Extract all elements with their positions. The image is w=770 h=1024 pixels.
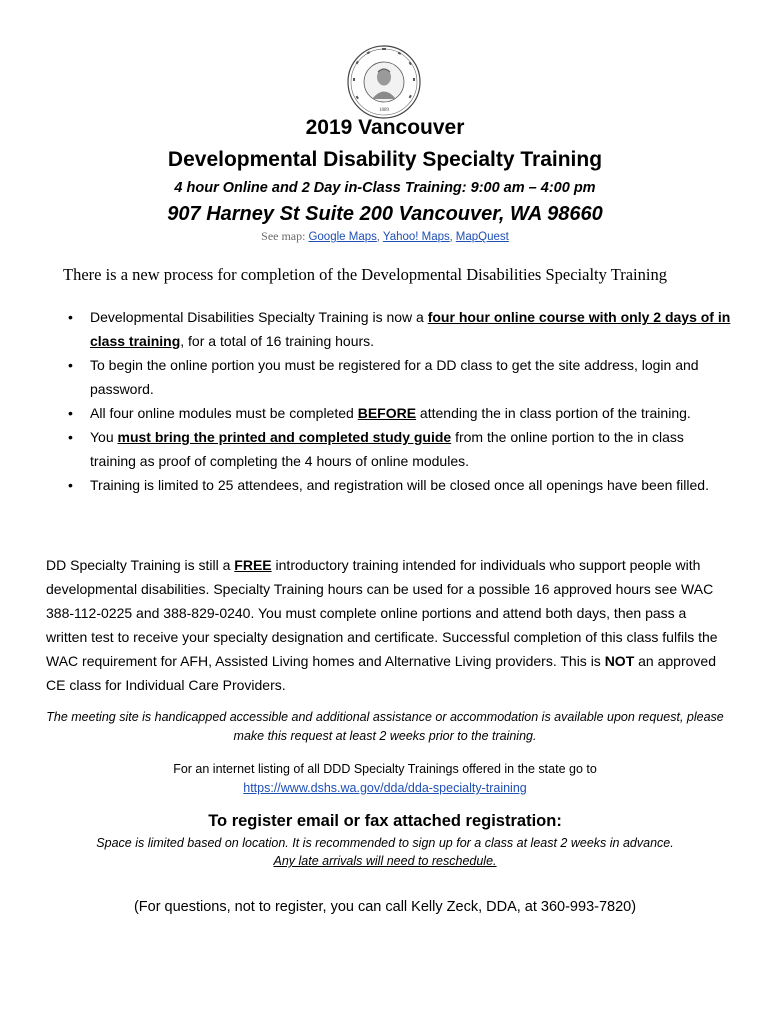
list-item-text: You [90, 429, 118, 445]
list-item-text: Developmental Disabilities Specialty Training is now a [90, 309, 428, 325]
space-note-block [0, 834, 770, 870]
see-map-label: See map: [261, 229, 309, 243]
requirements-list [63, 305, 733, 497]
free-emphasis: FREE [234, 557, 272, 573]
see-map-line [0, 229, 770, 244]
list-item-emphasis: must bring the printed and completed study guide [117, 429, 452, 445]
paragraph-text-end: an approved CE class for Individual Care Providers. [46, 653, 716, 693]
bullet-marker: • [68, 357, 73, 373]
late-arrivals-note: Any late arrivals will need to reschedule. [273, 854, 497, 868]
register-heading: To register email or fax attached registration: [208, 812, 562, 830]
bullet-marker: • [68, 309, 73, 325]
list-item [63, 425, 733, 473]
list-item-emphasis: four hour online course with only 2 days of in class training [90, 309, 731, 349]
list-item-text: To begin the online portion you must be registered for a DD class to get the site address, login and password. [90, 357, 699, 397]
bullet-marker: • [68, 477, 73, 493]
new-process-heading: There is a new process for completion of the Developmental Disabilities Specialty Training [63, 265, 667, 284]
list-item [63, 305, 733, 353]
google-maps-link[interactable]: Google Maps [308, 231, 377, 243]
see-map-separator: , [376, 229, 383, 243]
list-item-text: All four online modules must be completed [90, 405, 358, 421]
list-item-text: Training is limited to 25 attendees, and registration will be closed once all openings have been filled. [90, 477, 709, 493]
list-item-emphasis: BEFORE [357, 405, 417, 421]
questions-contact: (For questions, not to register, you can call Kelly Zeck, DDA, at 360-993-7820) [133, 899, 637, 915]
not-emphasis: NOT [604, 653, 635, 669]
paragraph-text: DD Specialty Training is still a [46, 557, 235, 573]
list-item [63, 401, 733, 425]
space-note: Space is limited based on location. It is recommended to sign up for a class at least 2 weeks in advance. [96, 836, 674, 850]
title-line-2: Developmental Disability Specialty Training [167, 148, 603, 171]
list-item-text-end: from the online portion to the in class training as proof of completing the 4 hours of online modules. [90, 429, 684, 469]
title-line-1: 2019 Vancouver [305, 116, 465, 139]
paragraph-text-middle: introductory training intended for individuals who support people with developmental disabilities. Specialty Training hours can be used for a possible 16 approved hours see WAC 388-112-0225 and 388-829-0240. You must complete online portions and attend both days, then pass a written test to receive your specialty designation and certificate. Successful completion of this class fulfils the WAC requirement for AFH, Assisted Living homes and Alternative Living providers. This is [46, 557, 718, 669]
accessibility-note: The meeting site is handicapped accessible and additional assistance or accommodation is available upon request, please make this request at least 2 weeks prior to the training. [46, 710, 724, 743]
list-item-text-end: , for a total of 16 training hours. [180, 333, 375, 349]
washington-state-seal [346, 44, 422, 120]
listing-text: For an internet listing of all DDD Specialty Trainings offered in the state go to [173, 762, 597, 776]
bullet-marker: • [68, 429, 73, 445]
mapquest-link[interactable]: MapQuest [455, 231, 509, 243]
listing-block [0, 760, 770, 798]
yahoo-maps-link[interactable]: Yahoo! Maps [382, 231, 450, 243]
specialty-training-link[interactable]: https://www.dshs.wa.gov/dda/dda-specialty-training [243, 781, 527, 795]
schedule-subtitle: 4 hour Online and 2 Day in-Class Training: 9:00 am – 4:00 pm [174, 180, 596, 196]
list-item [63, 473, 733, 497]
address: 907 Harney St Suite 200 Vancouver, WA 98660 [167, 203, 603, 225]
svg-text:1889: 1889 [379, 108, 389, 113]
list-item-text-end: attending the in class portion of the training. [416, 405, 691, 421]
see-map-separator: , [449, 229, 456, 243]
description-paragraph [46, 553, 731, 697]
list-item [63, 353, 733, 401]
bullet-marker: • [68, 405, 73, 421]
